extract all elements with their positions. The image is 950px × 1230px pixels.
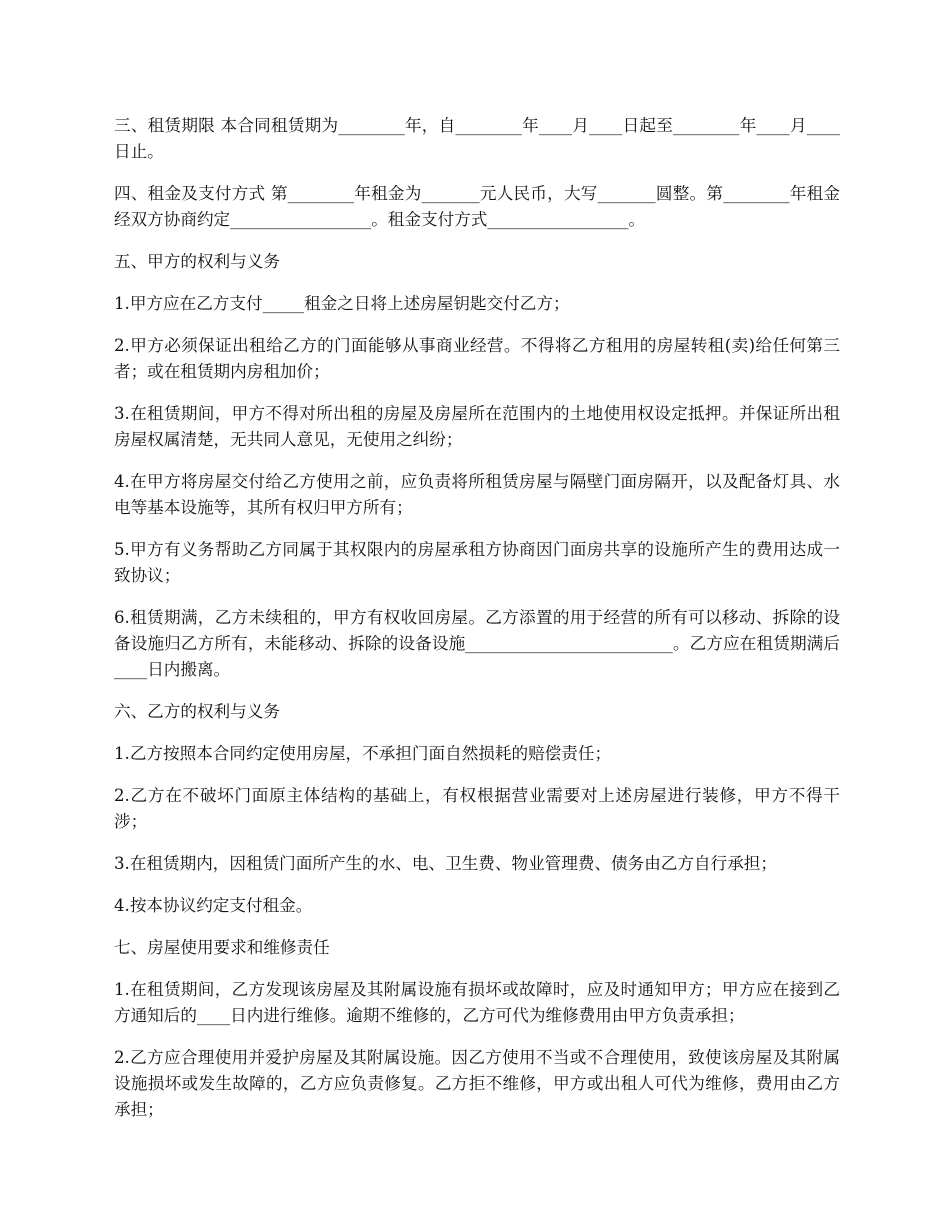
lessee-item-1: 1.乙方按照本合同约定使用房屋，不承担门面自然损耗的赔偿责任； [114,744,612,763]
lessee-item-2: 2.乙方在不破坏门面原主体结构的基础上，有权根据营业需要对上述房屋进行装修，甲方不得干涉； [114,786,840,831]
section-heading-usage-maintenance: 七、房屋使用要求和维修责任 [114,938,330,957]
section-heading-lessor-rights: 五、甲方的权利与义务 [114,252,280,271]
lessor-item-6: 6.租赁期满，乙方未续租的，甲方有权收回房屋。乙方添置的用于经营的所有可以移动、拆除的设备设施归乙方所有，未能移动、拆除的设备设施_________________________。乙方应在租赁期满后____日内搬离。 [114,608,840,679]
section-heading-lessee-rights: 六、乙方的权利与义务 [114,702,280,721]
maintenance-item-1: 1.在租赁期间，乙方发现该房屋及其附属设施有损坏或故障时，应及时通知甲方；甲方应在接到乙方通知后的____日内进行维修。逾期不维修的，乙方可代为维修费用由甲方负责承担； [114,980,840,1025]
maintenance-item-2: 2.乙方应合理使用并爱护房屋及其附属设施。因乙方使用不当或不合理使用，致使该房屋及其附属设施损坏或发生故障的，乙方应负责修复。乙方拒不维修，甲方或出租人可代为维修，费用由乙方承担； [114,1048,840,1119]
lease-term-clause: 三、租赁期限 本合同租赁期为________年，自________年____月____日起至________年____月____日止。 [114,116,840,161]
lessor-item-3: 3.在租赁期间，甲方不得对所出租的房屋及房屋所在范围内的土地使用权设定抵押。并保证所出租房屋权属清楚，无共同人意见，无使用之纠纷； [114,404,840,449]
lessee-item-4: 4.按本协议约定支付租金。 [114,896,313,915]
lessor-item-2: 2.甲方必须保证出租给乙方的门面能够从事商业经营。不得将乙方租用的房屋转租(卖)给任何第三者；或在租赁期内房租加价； [114,336,840,381]
lessor-item-4: 4.在甲方将房屋交付给乙方使用之前，应负责将所租赁房屋与隔壁门面房隔开，以及配备灯具、水电等基本设施等，其所有权归甲方所有； [114,472,840,517]
rent-payment-clause: 四、租金及支付方式 第________年租金为_______元人民币，大写_______圆整。第________年租金经双方协商约定_________________。租金支付方式_________________。 [114,184,840,229]
lessor-item-1: 1.甲方应在乙方支付_____租金之日将上述房屋钥匙交付乙方； [114,294,570,313]
lessor-item-5: 5.甲方有义务帮助乙方同属于其权限内的房屋承租方协商因门面房共享的设施所产生的费用达成一致协议； [114,540,840,585]
lessee-item-3: 3.在租赁期内，因租赁门面所产生的水、电、卫生费、物业管理费、债务由乙方自行承担； [114,854,777,873]
